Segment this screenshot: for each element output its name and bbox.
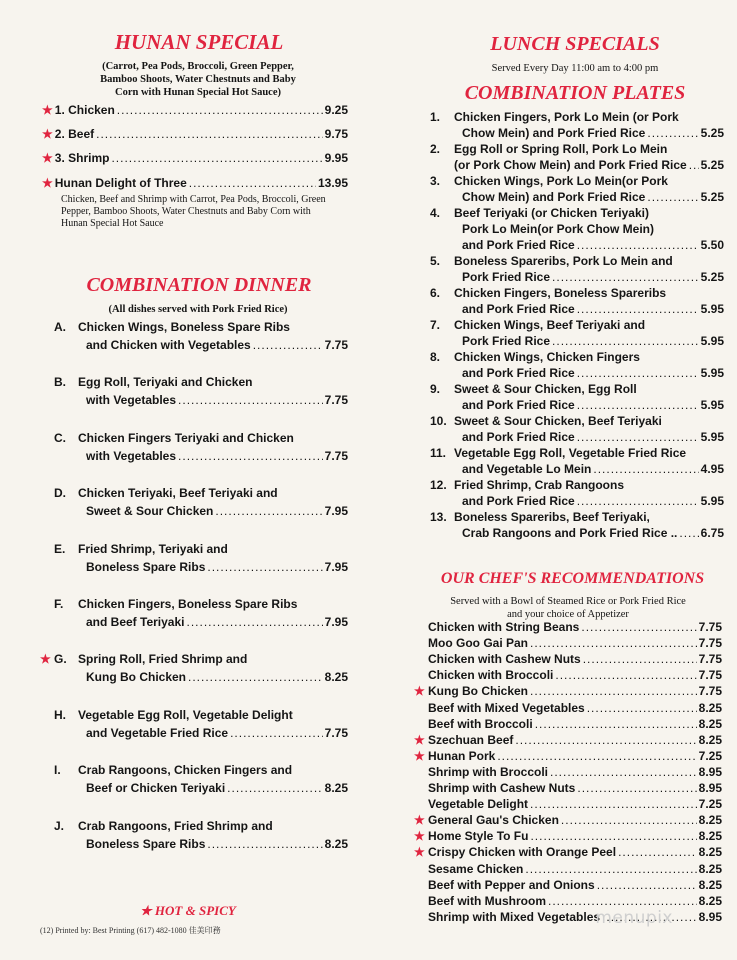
item-price: 7.75 [698,636,722,651]
item-price: 8.95 [698,781,722,795]
chef-recommendation-item[interactable] [414,619,722,635]
chef-recommendation-item[interactable] [414,667,722,683]
item-price: 5.95 [700,366,724,380]
item-price: 8.25 [698,813,722,828]
item-number: 4. [430,206,441,220]
chef-recommendation-item[interactable] [414,877,722,893]
item-letter: E. [54,541,66,556]
item-name: Chicken with String Beans [428,620,580,634]
item-price: 8.95 [698,764,722,779]
hot-spicy-star-icon: ★ [42,151,53,165]
item-price: 8.25 [698,716,722,731]
hot-spicy-star-icon: ★ [42,176,53,190]
item-letter: J. [54,818,65,833]
combination-plate-item[interactable] [430,285,724,317]
item-line2: and Pork Fried Rice [462,398,575,412]
item-letter: G. [54,652,67,667]
item-number: 6. [430,286,441,300]
combination-plate-item[interactable] [430,253,724,285]
item-price: 8.25 [698,700,722,715]
item-number: 2. [430,142,441,156]
item-price: 5.95 [700,494,724,508]
combination-plate-item[interactable] [430,109,724,141]
combination-dinner-note: (All dishes served with Pork Fried Rice) [108,304,288,315]
item-line1: Boneless Spareribs, Pork Lo Mein and [454,254,673,268]
hunan-item-2[interactable]: ★ 2. Beef ..... 9.75 [42,126,348,142]
item-line2: Crab Rangoons and Pork Fried Rice .. [462,526,678,540]
combination-dinner-title: COMBINATION DINNER [86,274,312,296]
hot-spicy-star-icon: ★ [414,684,425,699]
item-name: Crispy Chicken with Orange Peel [428,845,617,860]
item-name: Chicken with Broccoli [428,668,554,683]
item-name: Moo Goo Gai Pan [428,636,529,651]
item-line1: Beef Teriyaki (or Chicken Teriyaki) [454,206,649,220]
item-line2: with Vegetables [86,393,177,408]
item-price: 8.25 [698,845,722,860]
item-line2: and Pork Fried Rice [462,302,575,316]
item-line1: Chicken Fingers, Boneless Spare Ribs [78,597,298,611]
item-price: 8.95 [698,909,722,924]
combination-dinner-item[interactable] [40,484,348,520]
item-name: Beef with Mushroom [428,893,547,908]
item-line2: Pork Fried Rice [462,270,551,284]
item-line1: Fried Shrimp, Teriyaki and [78,541,228,556]
item-name: Chicken with Cashew Nuts [428,652,581,667]
item-letter: B. [54,375,66,390]
item-name: Szechuan Beef [428,732,514,747]
item-line1b: Pork Lo Mein(or Pork Chow Mein) [462,222,655,236]
hunan-delight-description: Chicken, Beef and Shrimp with Carrot, Pea Pods, Broccoli, Green Pepper, Bamboo Shoots, Water Chestnuts and Baby Corn with Hunan Special Hot Sauce [61,194,326,229]
item-name: Home Style To Fu [428,829,529,844]
chef-recommendation-item[interactable] [414,732,722,748]
item-price: 5.25 [700,270,724,284]
item-name: Sesame Chicken [428,861,524,876]
lunch-specials-title: LUNCH SPECIALS [490,33,660,55]
item-line1: Chicken Teriyaki, Beef Teriyaki and [78,486,278,501]
item-line2: and Chicken with Vegetables [86,338,251,352]
item-line2: Kung Bo Chicken [86,670,187,685]
item-name: Shrimp with Cashew Nuts [428,781,576,795]
chef-recommendation-item[interactable] [414,796,722,812]
item-name: Hunan Pork [428,748,496,763]
item-price: 7.75 [698,684,722,699]
item-price: 5.50 [700,238,724,252]
combination-plates-title: COMBINATION PLATES [464,82,686,104]
item-price: 7.95 [324,504,348,519]
item-line1: Egg Roll, Teriyaki and Chicken [78,375,253,390]
combination-plate-item[interactable] [430,381,724,413]
combination-dinner-item[interactable] [40,706,348,742]
item-line1: Crab Rangoons, Chicken Fingers and [78,763,293,778]
item-price: 5.95 [700,334,724,348]
item-number: 9. [430,382,441,396]
combination-dinner-item[interactable] [40,761,348,797]
combination-dinner-item[interactable] [40,373,348,409]
hot-spicy-star-icon: ★ [414,845,425,860]
hot-spicy-star-icon: ★ [414,748,425,763]
combination-dinner-item[interactable] [40,650,348,686]
item-price: 5.25 [700,126,724,140]
combination-dinner-item[interactable] [40,429,348,465]
item-line2: Sweet & Sour Chicken [86,504,214,519]
item-number: 13. [430,510,447,524]
item-line1: Spring Roll, Fried Shrimp and [78,652,248,667]
item-name: Beef with Pepper and Onions [428,877,595,892]
item-price: 5.95 [700,302,724,316]
item-line1: Sweet & Sour Chicken, Beef Teriyaki [454,414,662,428]
chef-recommendation-item[interactable] [414,893,722,909]
item-line2: (or Pork Chow Mein) and Pork Fried Rice [454,158,687,172]
chefs-recommendations-note: Served with a Bowl of Steamed Rice or Pork Fried Rice and your choice of Appetizer [450,596,686,620]
item-line2: Chow Mein) and Pork Fried Rice [462,190,646,204]
hot-spicy-star-icon: ★ [414,813,425,828]
item-price: 8.25 [698,732,722,747]
hot-spicy-star-icon: ★ [414,829,425,844]
item-line1: Chicken Fingers, Pork Lo Mein (or Pork [454,110,679,124]
chef-recommendation-item[interactable] [414,812,722,828]
item-line2: and Pork Fried Rice [462,366,575,380]
chef-recommendation-item[interactable] [414,748,722,764]
combination-plate-item[interactable] [430,349,724,381]
chef-recommendation-item[interactable] [414,764,722,780]
item-line2: Boneless Spare Ribs [86,559,206,574]
combination-plate-item[interactable] [430,141,724,173]
item-price: 8.25 [324,670,348,685]
combination-plate-item[interactable] [430,173,724,205]
hot-spicy-star-icon: ★ [414,732,425,747]
chef-recommendation-item[interactable] [414,700,722,716]
item-line1: Sweet & Sour Chicken, Egg Roll [454,382,637,396]
hunan-special-title: HUNAN SPECIAL [114,30,284,54]
item-line2: and Pork Fried Rice [462,430,575,444]
item-number: 3. [430,174,441,188]
combination-plate-item[interactable] [430,205,724,253]
item-number: 7. [430,318,441,332]
hot-spicy-legend: ★ HOT & SPICY [140,903,236,918]
combination-dinner-item[interactable] [40,540,348,576]
item-line2: Beef or Chicken Teriyaki [86,781,226,796]
item-line1: Crab Rangoons, Fried Shrimp and [78,818,273,833]
printer-credit: (12) Printed by: Best Printing (617) 482-1080 佳美印務 [40,926,221,935]
chef-recommendation-item[interactable] [414,828,722,844]
item-line2: and Vegetable Lo Mein [462,462,592,476]
item-number: 12. [430,478,447,492]
item-line1: Fried Shrimp, Crab Rangoons [454,478,625,492]
item-line2: and Vegetable Fried Rice [86,725,229,740]
item-line2: and Pork Fried Rice [462,494,575,508]
item-line1: Chicken Fingers, Boneless Spareribs [454,286,667,300]
item-price: 7.95 [324,559,348,574]
item-price: 7.25 [698,748,722,763]
item-line1: Chicken Wings, Pork Lo Mein(or Pork [454,174,668,188]
item-price: 7.75 [698,668,722,683]
hot-spicy-star-icon: ★ [42,103,53,117]
item-number: 11. [430,446,447,460]
item-price: 7.75 [324,725,348,740]
item-price: 5.95 [700,430,724,444]
item-number: 8. [430,350,441,364]
item-price: 8.25 [324,781,348,796]
item-number: 10. [430,414,447,428]
chef-recommendation-item[interactable] [414,844,722,860]
item-line1: Egg Roll or Spring Roll, Pork Lo Mein [454,142,668,156]
item-line2: and Beef Teriyaki [86,615,185,629]
item-price: 6.75 [700,526,724,540]
item-line1: Boneless Spareribs, Beef Teriyaki, [454,510,650,524]
item-letter: D. [54,486,66,501]
menupix-watermark: menupix [595,908,673,928]
item-price: 8.25 [698,861,722,876]
combination-plate-item[interactable] [430,445,724,477]
item-price: 5.95 [700,398,724,412]
hunan-item-1[interactable]: ★ 1. Chicken ..... 9.25 [42,102,348,118]
item-letter: A. [54,320,66,334]
item-price: 5.25 [700,190,724,204]
item-price: 7.75 [698,652,722,667]
item-line1: Chicken Wings, Beef Teriyaki and [454,318,646,332]
chef-recommendation-item[interactable] [414,861,722,877]
item-name: Beef with Mixed Vegetables [428,700,585,715]
item-name: Beef with Broccoli [428,716,533,731]
item-price: 8.25 [698,829,722,844]
item-price: 7.75 [698,620,722,634]
item-price: 8.25 [324,836,348,851]
item-line1: Chicken Wings, Boneless Spare Ribs [78,320,290,334]
item-letter: C. [54,430,66,445]
item-number: 5. [430,254,441,268]
item-price: 8.25 [698,877,722,892]
chef-recommendation-item[interactable] [414,651,722,667]
item-price: 7.75 [324,338,348,352]
item-price: 5.25 [700,158,724,172]
item-line1: Vegetable Egg Roll, Vegetable Fried Rice [454,446,687,460]
item-name: Shrimp with Broccoli [428,764,549,779]
combination-dinner-item[interactable] [40,595,348,631]
item-line2: with Vegetables [86,448,177,463]
item-line2: Pork Fried Rice [462,334,551,348]
item-letter: I. [54,763,61,778]
item-name: General Gau's Chicken [428,813,559,828]
item-line1: Chicken Wings, Chicken Fingers [454,350,640,364]
hunan-item-4[interactable]: ★ Hunan Delight of Three ..... 13.95 [42,175,348,191]
item-name: Vegetable Delight [428,797,529,812]
item-letter: F. [54,597,64,611]
item-number: 1. [430,110,441,124]
lunch-specials-note: Served Every Day 11:00 am to 4:00 pm [491,63,659,74]
hunan-special-note: (Carrot, Pea Pods, Broccoli, Green Pepper, Bamboo Shoots, Water Chestnuts and Baby Corn with Hunan Special Hot Sauce) [100,61,296,98]
chef-recommendation-item[interactable] [414,909,722,925]
item-line2: Boneless Spare Ribs [86,836,206,851]
item-price: 4.95 [700,462,724,476]
combination-dinner-item[interactable] [40,318,348,354]
item-name: Kung Bo Chicken [428,684,529,699]
item-name: Shrimp with Mixed Vegetables [428,909,601,924]
chef-recommendation-item[interactable] [414,683,722,699]
item-price: 8.25 [698,893,722,908]
item-price: 7.75 [324,448,348,463]
combination-plate-item[interactable] [430,477,724,509]
combination-plate-item[interactable] [430,413,724,445]
chef-recommendation-item[interactable] [414,716,722,732]
hunan-item-3[interactable]: ★ 3. Shrimp ..... 9.95 [42,150,348,166]
item-letter: H. [54,707,66,722]
item-line2: Chow Mein) and Pork Fried Rice [462,126,646,140]
item-price: 7.95 [324,615,348,629]
combination-plate-item[interactable] [430,509,724,541]
chefs-recommendations-title: OUR CHEF'S RECOMMENDATIONS [440,570,705,587]
item-price: 7.75 [324,393,348,408]
combination-dinner-item[interactable] [40,817,348,853]
combination-plate-item[interactable] [430,317,724,349]
chef-recommendation-item[interactable] [414,635,722,651]
hot-spicy-star-icon: ★ [40,652,51,667]
item-line2: and Pork Fried Rice [462,238,575,252]
chef-recommendation-item[interactable] [414,780,722,796]
hot-spicy-star-icon: ★ [42,127,53,141]
item-line1: Chicken Fingers Teriyaki and Chicken [78,430,294,445]
item-line1: Vegetable Egg Roll, Vegetable Delight [78,707,293,722]
item-price: 7.25 [698,797,722,812]
